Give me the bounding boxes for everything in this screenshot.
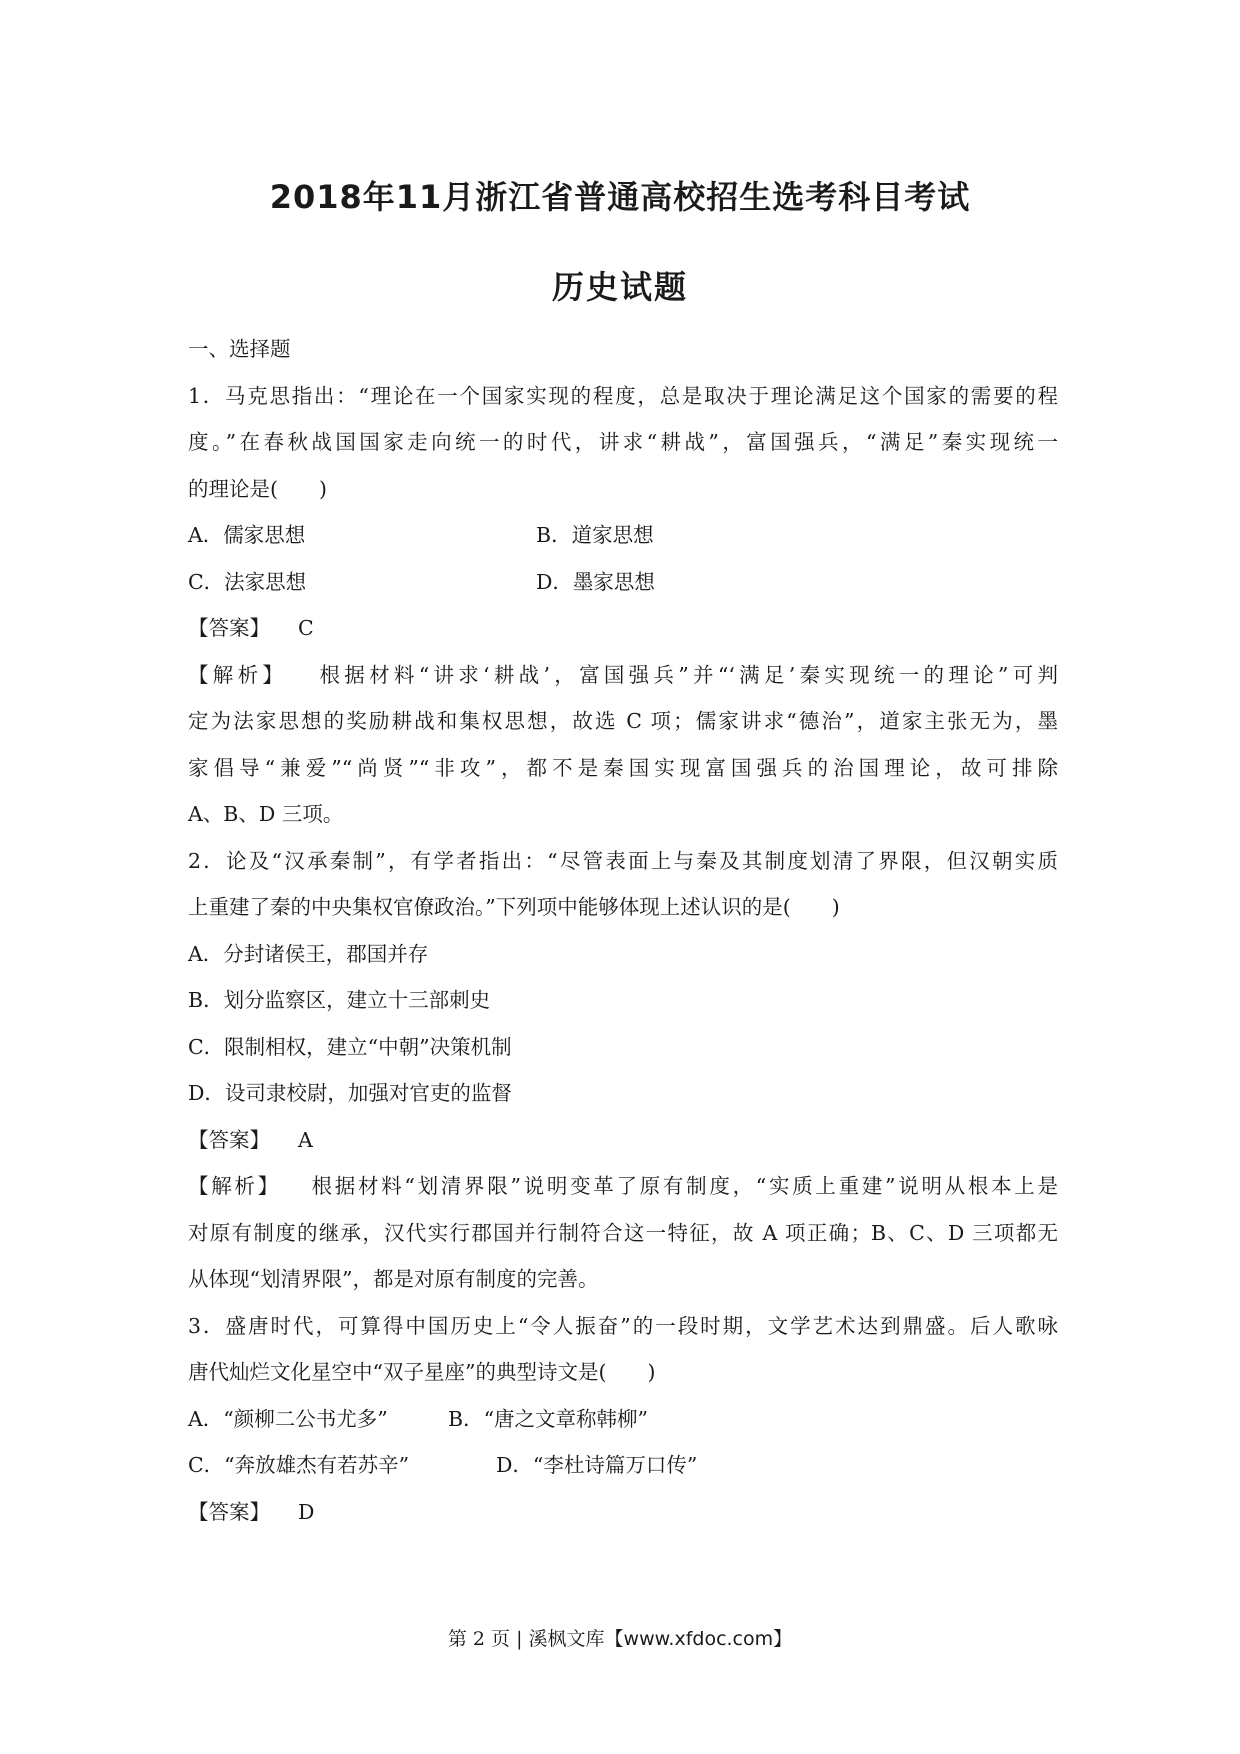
question-1-option-c: C．法家思想 xyxy=(188,569,307,594)
question-1-analysis-line: 家倡导“兼爱”“尚贤”“非攻”，都不是秦国实现富国强兵的治国理论，故可排除 xyxy=(188,755,1058,780)
analysis-label: 【解析】 xyxy=(188,662,288,687)
question-1-options-row xyxy=(188,519,1058,566)
question-1-option-b: B．道家思想 xyxy=(536,523,654,547)
answer-label: 【答案】 xyxy=(188,1127,270,1152)
question-2-option-c: C．限制相权，建立“中朝”决策机制 xyxy=(188,1034,512,1059)
document-body xyxy=(188,333,1058,1542)
question-3-options-row xyxy=(188,1449,1058,1496)
question-3-option-a: A．“颜柳二公书尤多” xyxy=(188,1406,388,1431)
question-3-option-d: D．“李杜诗篇万口传” xyxy=(496,1453,698,1477)
question-2-line: 2．论及“汉承秦制”，有学者指出：“尽管表面上与秦及其制度划清了界限，但汉朝实质 xyxy=(188,848,1058,873)
question-3-line: 3．盛唐时代，可算得中国历史上“令人振奋”的一段时期，文学艺术达到鼎盛。后人歌咏 xyxy=(188,1313,1058,1338)
document-title: 2018年11月浙江省普通高校招生选考科目考试 xyxy=(269,178,971,216)
question-2-analysis-line: 从体现“划清界限”，都是对原有制度的完善。 xyxy=(188,1267,599,1291)
answer-value: D xyxy=(298,1499,315,1524)
analysis-text: 根据材料“讲求‘耕战’，富国强兵”并“‘满足’秦实现统一的理论”可判 xyxy=(315,662,1058,687)
question-2-line: 上重建了秦的中央集权官僚政治。”下列项中能够体现上述认识的是( ) xyxy=(188,895,840,919)
question-3-option-c: C．“奔放雄杰有若苏辛” xyxy=(188,1453,410,1477)
question-1-answer xyxy=(188,612,1058,659)
question-3-answer xyxy=(188,1496,1058,1543)
footer-site-link[interactable]: 溪枫文库【www.xfdoc.com】 xyxy=(528,1628,793,1650)
question-2-analysis-line: 对原有制度的继承，汉代实行郡国并行制符合这一特征，故 A 项正确；B、C、D 三项都无 xyxy=(188,1220,1058,1245)
question-1-option-d: D．墨家思想 xyxy=(536,569,655,594)
question-1-line: 的理论是( ) xyxy=(188,476,327,501)
question-1-line: 度。”在春秋战国国家走向统一的时代，讲求“耕战”，富国强兵，“满足”秦实现统一 xyxy=(188,430,1058,454)
answer-label: 【答案】 xyxy=(188,1499,270,1524)
analysis-text: 根据材料“划清界限”说明变革了原有制度，“实质上重建”说明从根本上是 xyxy=(308,1174,1059,1198)
document-subtitle: 历史试题 xyxy=(551,268,688,306)
question-3-options-row xyxy=(188,1403,1058,1450)
page-footer xyxy=(0,1624,1240,1651)
question-2-option-b: B．划分监察区，建立十三部刺史 xyxy=(188,988,491,1012)
question-2-analysis-line xyxy=(188,1170,1058,1217)
question-3-option-b: B．“唐之文章称韩柳” xyxy=(448,1406,649,1431)
question-1-analysis-line xyxy=(188,659,1058,706)
answer-label: 【答案】 xyxy=(188,616,270,640)
answer-value: A xyxy=(298,1127,313,1152)
question-2-option-a: A．分封诸侯王，郡国并存 xyxy=(188,941,429,966)
page-number: 第 2 页 xyxy=(447,1628,511,1650)
analysis-label: 【解析】 xyxy=(188,1174,281,1198)
question-1-analysis-line: A、B、D 三项。 xyxy=(188,802,344,826)
question-2-answer xyxy=(188,1124,1058,1171)
question-1-options-row xyxy=(188,566,1058,613)
answer-value: C xyxy=(298,616,314,640)
question-1-option-a: A．儒家思想 xyxy=(188,523,306,547)
footer-separator: | xyxy=(516,1628,523,1650)
section-heading: 一、选择题 xyxy=(188,337,291,361)
question-1-line: 1．马克思指出：“理论在一个国家实现的程度，总是取决于理论满足这个国家的需要的程 xyxy=(188,383,1058,408)
question-3-line: 唐代灿烂文化星空中“双子星座”的典型诗文是( ) xyxy=(188,1360,656,1384)
question-1-analysis-line: 定为法家思想的奖励耕战和集权思想，故选 C 项；儒家讲求“德治”，道家主张无为，墨 xyxy=(188,709,1058,733)
question-2-option-d: D．设司隶校尉，加强对官吏的监督 xyxy=(188,1081,512,1105)
